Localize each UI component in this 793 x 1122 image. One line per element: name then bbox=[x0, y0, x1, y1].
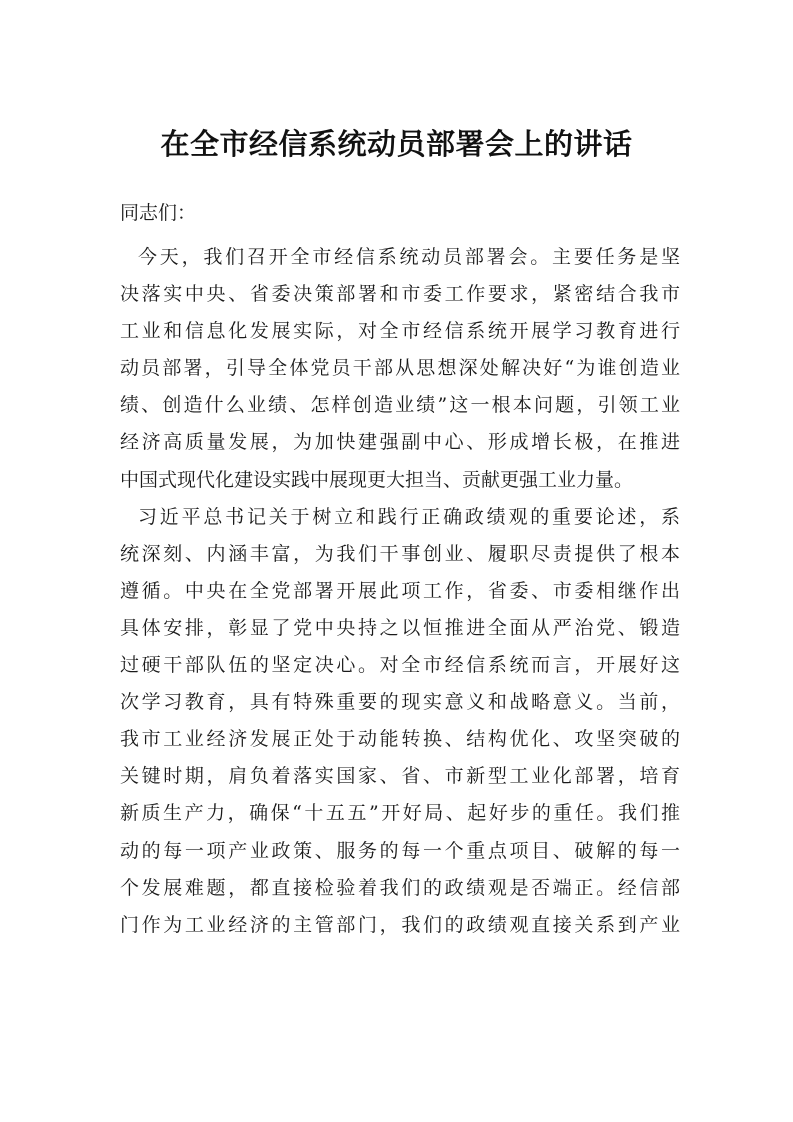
body-line: 具体安排，彰显了党中央持之以恒推进全面从严治党、锻造 bbox=[120, 616, 680, 639]
body-line: 绩、创造什么业绩、怎样创造业绩”这一根本问题，引领工业 bbox=[120, 394, 680, 417]
body-line: 习近平总书记关于树立和践行正确政绩观的重要论述，系 bbox=[138, 505, 680, 528]
body-line: 工业和信息化发展实际，对全市经信系统开展学习教育进行 bbox=[120, 320, 680, 343]
body-line: 个发展难题，都直接检验着我们的政绩观是否端正。经信部 bbox=[120, 876, 680, 899]
body-line: 过硬干部队伍的坚定决心。对全市经信系统而言，开展好这 bbox=[120, 654, 680, 677]
body-line: 次学习教育，具有特殊重要的现实意义和战略意义。当前， bbox=[120, 691, 680, 714]
body-line: 遵循。中央在全党部署开展此项工作，省委、市委相继作出 bbox=[120, 579, 680, 602]
body-line: 我市工业经济发展正处于动能转换、结构优化、攻坚突破的 bbox=[120, 728, 680, 751]
body-line: 中国式现代化建设实践中展现更大担当、贡献更强工业力量。 bbox=[120, 468, 634, 491]
salutation: 同志们： bbox=[120, 202, 197, 224]
body-line: 经济高质量发展，为加快建强副中心、形成增长极，在推进 bbox=[120, 431, 680, 454]
document-body bbox=[120, 239, 680, 944]
body-line: 关键时期，肩负着落实国家、省、市新型工业化部署，培育 bbox=[120, 765, 680, 788]
body-line: 决落实中央、省委决策部署和市委工作要求，紧密结合我市 bbox=[120, 283, 680, 306]
body-line: 动员部署，引导全体党员干部从思想深处解决好“为谁创造业 bbox=[120, 357, 680, 380]
body-line: 新质生产力，确保“十五五”开好局、起好步的重任。我们推 bbox=[120, 802, 680, 825]
body-line: 今天，我们召开全市经信系统动员部署会。主要任务是坚 bbox=[138, 246, 680, 268]
body-line: 统深刻、内涵丰富，为我们干事创业、履职尽责提供了根本 bbox=[120, 542, 680, 565]
body-line: 门作为工业经济的主管部门，我们的政绩观直接关系到产业 bbox=[120, 913, 680, 936]
body-line: 动的每一项产业政策、服务的每一个重点项目、破解的每一 bbox=[120, 839, 680, 862]
document-title: 在全市经信系统动员部署会上的讲话 bbox=[160, 127, 633, 161]
